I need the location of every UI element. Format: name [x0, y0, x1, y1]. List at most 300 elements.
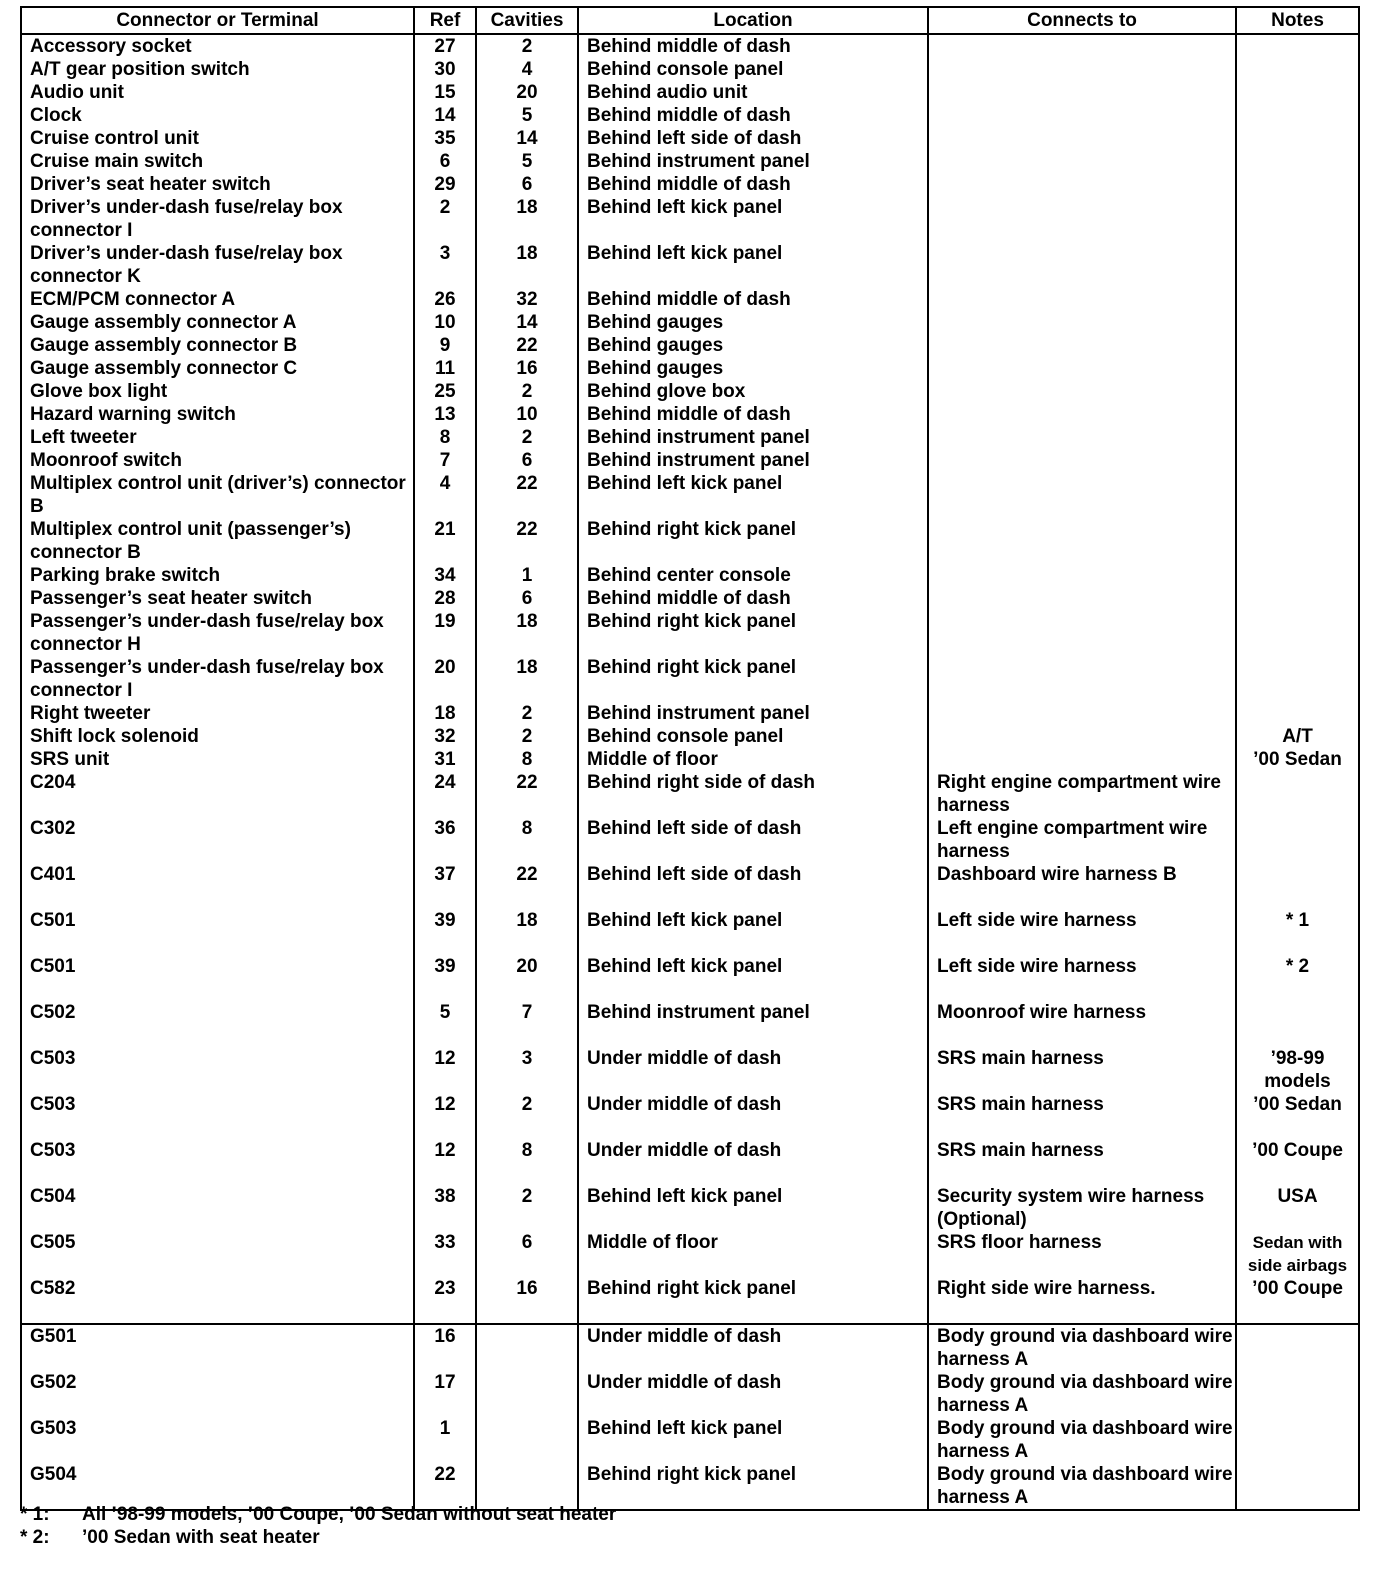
ref-cell: 2	[414, 196, 476, 242]
notes-cell	[1236, 656, 1359, 702]
table-row	[21, 150, 1359, 173]
notes-cell	[1236, 1463, 1359, 1510]
notes-cell	[1236, 817, 1359, 863]
connects-to-cell: Left side wire harness	[928, 909, 1236, 955]
location-cell: Behind instrument panel	[578, 426, 928, 449]
location-cell: Under middle of dash	[578, 1047, 928, 1093]
notes-cell	[1236, 34, 1359, 58]
notes-cell	[1236, 449, 1359, 472]
ref-cell: 30	[414, 58, 476, 81]
ref-cell: 16	[414, 1324, 476, 1371]
cavities-cell: 6	[476, 1231, 578, 1277]
location-cell: Behind instrument panel	[578, 150, 928, 173]
notes-cell	[1236, 1001, 1359, 1047]
connects-to-cell	[928, 564, 1236, 587]
location-cell: Behind right kick panel	[578, 1277, 928, 1324]
location-cell: Behind middle of dash	[578, 104, 928, 127]
connects-to-cell	[928, 610, 1236, 656]
table-row	[21, 449, 1359, 472]
connector-cell: Cruise main switch	[21, 150, 414, 173]
connector-cell: Glove box light	[21, 380, 414, 403]
table-row	[21, 334, 1359, 357]
cavities-cell: 4	[476, 58, 578, 81]
connects-to-cell: SRS floor harness	[928, 1231, 1236, 1277]
cavities-cell: 8	[476, 1139, 578, 1185]
notes-cell: Sedan with side airbags	[1236, 1231, 1359, 1277]
connector-cell: Hazard warning switch	[21, 403, 414, 426]
table-row	[21, 311, 1359, 334]
connector-cell: Left tweeter	[21, 426, 414, 449]
connector-cell: Gauge assembly connector B	[21, 334, 414, 357]
connects-to-cell	[928, 403, 1236, 426]
cavities-cell: 2	[476, 1185, 578, 1231]
cavities-cell: 20	[476, 955, 578, 1001]
cavities-cell: 2	[476, 725, 578, 748]
table-row	[21, 173, 1359, 196]
notes-cell	[1236, 334, 1359, 357]
header-notes: Notes	[1236, 7, 1359, 34]
cavities-cell: 18	[476, 656, 578, 702]
cavities-cell: 22	[476, 518, 578, 564]
connector-cell: Gauge assembly connector A	[21, 311, 414, 334]
connector-cell: Multiplex control unit (passenger’s) connector B	[21, 518, 414, 564]
ref-cell: 33	[414, 1231, 476, 1277]
location-cell: Behind left kick panel	[578, 196, 928, 242]
notes-cell	[1236, 173, 1359, 196]
connects-to-cell: Security system wire harness (Optional)	[928, 1185, 1236, 1231]
ref-cell: 35	[414, 127, 476, 150]
table-row	[21, 81, 1359, 104]
table-row	[21, 472, 1359, 518]
table-row	[21, 1001, 1359, 1047]
location-cell: Behind right kick panel	[578, 1463, 928, 1510]
notes-cell	[1236, 104, 1359, 127]
ref-cell: 26	[414, 288, 476, 311]
location-cell: Behind middle of dash	[578, 288, 928, 311]
table-row	[21, 1185, 1359, 1231]
cavities-cell: 1	[476, 564, 578, 587]
table-row	[21, 518, 1359, 564]
notes-cell	[1236, 380, 1359, 403]
ref-cell: 9	[414, 334, 476, 357]
connector-table-sheet	[20, 6, 1358, 1511]
notes-cell	[1236, 518, 1359, 564]
table-row	[21, 1093, 1359, 1139]
notes-cell	[1236, 426, 1359, 449]
notes-cell	[1236, 472, 1359, 518]
location-cell: Behind instrument panel	[578, 702, 928, 725]
ref-cell: 12	[414, 1047, 476, 1093]
location-cell: Behind middle of dash	[578, 403, 928, 426]
cavities-cell: 32	[476, 288, 578, 311]
notes-cell: A/T	[1236, 725, 1359, 748]
notes-cell	[1236, 127, 1359, 150]
notes-cell	[1236, 288, 1359, 311]
connector-cell: C503	[21, 1139, 414, 1185]
table-row	[21, 1231, 1359, 1277]
connects-to-cell: Body ground via dashboard wire harness A	[928, 1463, 1236, 1510]
ref-cell: 8	[414, 426, 476, 449]
ref-cell: 27	[414, 34, 476, 58]
connects-to-cell	[928, 334, 1236, 357]
cavities-cell: 16	[476, 357, 578, 380]
ref-cell: 11	[414, 357, 476, 380]
cavities-cell: 8	[476, 817, 578, 863]
connector-cell: Parking brake switch	[21, 564, 414, 587]
notes-cell	[1236, 702, 1359, 725]
ref-cell: 32	[414, 725, 476, 748]
table-row	[21, 656, 1359, 702]
cavities-cell: 14	[476, 311, 578, 334]
cavities-cell	[476, 1371, 578, 1417]
connector-cell: Gauge assembly connector C	[21, 357, 414, 380]
connects-to-cell: Dashboard wire harness B	[928, 863, 1236, 909]
connects-to-cell	[928, 242, 1236, 288]
location-cell: Middle of floor	[578, 1231, 928, 1277]
connects-to-cell	[928, 104, 1236, 127]
table-row	[21, 702, 1359, 725]
connector-cell: Moonroof switch	[21, 449, 414, 472]
connects-to-cell	[928, 702, 1236, 725]
ref-cell: 1	[414, 1417, 476, 1463]
table-body	[21, 34, 1359, 1510]
connector-cell: C204	[21, 771, 414, 817]
connects-to-cell	[928, 725, 1236, 748]
connector-cell: C401	[21, 863, 414, 909]
connects-to-cell	[928, 288, 1236, 311]
ref-cell: 31	[414, 748, 476, 771]
cavities-cell: 7	[476, 1001, 578, 1047]
location-cell: Under middle of dash	[578, 1371, 928, 1417]
table-row	[21, 426, 1359, 449]
connects-to-cell	[928, 426, 1236, 449]
notes-cell	[1236, 150, 1359, 173]
location-cell: Under middle of dash	[578, 1324, 928, 1371]
connector-cell: C501	[21, 909, 414, 955]
ref-cell: 18	[414, 702, 476, 725]
location-cell: Behind audio unit	[578, 81, 928, 104]
notes-cell	[1236, 357, 1359, 380]
notes-cell: * 1	[1236, 909, 1359, 955]
location-cell: Behind left kick panel	[578, 1185, 928, 1231]
ref-cell: 14	[414, 104, 476, 127]
connector-cell: Passenger’s seat heater switch	[21, 587, 414, 610]
table-row	[21, 1139, 1359, 1185]
ref-cell: 22	[414, 1463, 476, 1510]
table-row	[21, 909, 1359, 955]
cavities-cell: 6	[476, 587, 578, 610]
table-row	[21, 242, 1359, 288]
table-row	[21, 610, 1359, 656]
table-row	[21, 863, 1359, 909]
table-row	[21, 1047, 1359, 1093]
connects-to-cell	[928, 587, 1236, 610]
cavities-cell: 22	[476, 771, 578, 817]
connects-to-cell	[928, 81, 1236, 104]
notes-cell: USA	[1236, 1185, 1359, 1231]
table-row	[21, 34, 1359, 58]
ref-cell: 23	[414, 1277, 476, 1324]
location-cell: Behind middle of dash	[578, 34, 928, 58]
location-cell: Behind left side of dash	[578, 817, 928, 863]
cavities-cell: 18	[476, 242, 578, 288]
connector-cell: A/T gear position switch	[21, 58, 414, 81]
cavities-cell: 10	[476, 403, 578, 426]
connector-cell: Right tweeter	[21, 702, 414, 725]
footnote-text: ’00 Sedan with seat heater	[82, 1527, 320, 1548]
location-cell: Behind left side of dash	[578, 863, 928, 909]
notes-cell: ’00 Sedan	[1236, 748, 1359, 771]
location-cell: Behind console panel	[578, 58, 928, 81]
table-row	[21, 817, 1359, 863]
cavities-cell: 18	[476, 909, 578, 955]
connector-cell: Multiplex control unit (driver’s) connector B	[21, 472, 414, 518]
location-cell: Behind instrument panel	[578, 1001, 928, 1047]
location-cell: Behind left kick panel	[578, 909, 928, 955]
location-cell: Behind middle of dash	[578, 587, 928, 610]
table-row	[21, 104, 1359, 127]
notes-cell	[1236, 242, 1359, 288]
location-cell: Behind right side of dash	[578, 771, 928, 817]
cavities-cell	[476, 1417, 578, 1463]
ref-cell: 6	[414, 150, 476, 173]
header-cavities: Cavities	[476, 7, 578, 34]
cavities-cell: 18	[476, 196, 578, 242]
connects-to-cell: Left engine compartment wire harness	[928, 817, 1236, 863]
cavities-cell: 8	[476, 748, 578, 771]
notes-cell	[1236, 564, 1359, 587]
cavities-cell: 6	[476, 173, 578, 196]
ref-cell: 21	[414, 518, 476, 564]
cavities-cell: 2	[476, 426, 578, 449]
connects-to-cell: SRS main harness	[928, 1139, 1236, 1185]
notes-cell: * 2	[1236, 955, 1359, 1001]
connector-cell: Driver’s seat heater switch	[21, 173, 414, 196]
table-row	[21, 1371, 1359, 1417]
ref-cell: 5	[414, 1001, 476, 1047]
table-row	[21, 1324, 1359, 1371]
header-connector: Connector or Terminal	[21, 7, 414, 34]
notes-cell	[1236, 196, 1359, 242]
connects-to-cell	[928, 58, 1236, 81]
notes-cell	[1236, 863, 1359, 909]
notes-cell	[1236, 403, 1359, 426]
cavities-cell: 22	[476, 334, 578, 357]
table-row	[21, 587, 1359, 610]
connects-to-cell: Moonroof wire harness	[928, 1001, 1236, 1047]
connector-cell: SRS unit	[21, 748, 414, 771]
notes-cell	[1236, 311, 1359, 334]
footnote-1	[20, 1503, 616, 1526]
table-row	[21, 58, 1359, 81]
connects-to-cell	[928, 449, 1236, 472]
location-cell: Under middle of dash	[578, 1093, 928, 1139]
table-row	[21, 564, 1359, 587]
location-cell: Behind left kick panel	[578, 472, 928, 518]
notes-cell: ’00 Coupe	[1236, 1277, 1359, 1324]
table-row	[21, 357, 1359, 380]
table-row	[21, 748, 1359, 771]
location-cell: Behind left kick panel	[578, 1417, 928, 1463]
ref-cell: 12	[414, 1139, 476, 1185]
connects-to-cell: Body ground via dashboard wire harness A	[928, 1324, 1236, 1371]
connector-cell: C505	[21, 1231, 414, 1277]
location-cell: Behind instrument panel	[578, 449, 928, 472]
connector-cell: Driver’s under-dash fuse/relay box connector K	[21, 242, 414, 288]
connects-to-cell	[928, 656, 1236, 702]
ref-cell: 10	[414, 311, 476, 334]
connects-to-cell	[928, 472, 1236, 518]
location-cell: Behind middle of dash	[578, 173, 928, 196]
notes-cell: ’00 Sedan	[1236, 1093, 1359, 1139]
cavities-cell: 3	[476, 1047, 578, 1093]
footnote-key: * 1:	[20, 1504, 50, 1525]
table-row	[21, 955, 1359, 1001]
table-header-row	[21, 7, 1359, 34]
connector-cell: G504	[21, 1463, 414, 1510]
ref-cell: 29	[414, 173, 476, 196]
table-row	[21, 288, 1359, 311]
table-row	[21, 403, 1359, 426]
ref-cell: 24	[414, 771, 476, 817]
cavities-cell: 2	[476, 34, 578, 58]
cavities-cell: 2	[476, 702, 578, 725]
ref-cell: 3	[414, 242, 476, 288]
connector-cell: Shift lock solenoid	[21, 725, 414, 748]
connects-to-cell: Right side wire harness.	[928, 1277, 1236, 1324]
ref-cell: 36	[414, 817, 476, 863]
connects-to-cell	[928, 357, 1236, 380]
notes-cell	[1236, 610, 1359, 656]
footnote-2	[20, 1526, 616, 1549]
location-cell: Behind gauges	[578, 311, 928, 334]
location-cell: Behind right kick panel	[578, 656, 928, 702]
connector-table	[20, 6, 1360, 1511]
location-cell: Behind gauges	[578, 357, 928, 380]
connector-cell: Passenger’s under-dash fuse/relay box connector I	[21, 656, 414, 702]
connects-to-cell	[928, 518, 1236, 564]
connects-to-cell	[928, 173, 1236, 196]
table-row	[21, 1277, 1359, 1324]
ref-cell: 4	[414, 472, 476, 518]
connector-cell: G501	[21, 1324, 414, 1371]
cavities-cell: 20	[476, 81, 578, 104]
connector-cell: ECM/PCM connector A	[21, 288, 414, 311]
location-cell: Behind right kick panel	[578, 610, 928, 656]
ref-cell: 20	[414, 656, 476, 702]
cavities-cell: 16	[476, 1277, 578, 1324]
connects-to-cell: Right engine compartment wire harness	[928, 771, 1236, 817]
header-ref: Ref	[414, 7, 476, 34]
notes-cell	[1236, 81, 1359, 104]
notes-cell: ’00 Coupe	[1236, 1139, 1359, 1185]
location-cell: Behind left kick panel	[578, 955, 928, 1001]
ref-cell: 13	[414, 403, 476, 426]
ref-cell: 15	[414, 81, 476, 104]
ref-cell: 25	[414, 380, 476, 403]
connects-to-cell	[928, 127, 1236, 150]
connector-cell: Audio unit	[21, 81, 414, 104]
cavities-cell: 2	[476, 1093, 578, 1139]
cavities-cell: 5	[476, 150, 578, 173]
ref-cell: 37	[414, 863, 476, 909]
footnote-key: * 2:	[20, 1527, 50, 1548]
location-cell: Middle of floor	[578, 748, 928, 771]
notes-cell	[1236, 58, 1359, 81]
connector-cell: C501	[21, 955, 414, 1001]
connector-cell: Clock	[21, 104, 414, 127]
notes-cell	[1236, 1324, 1359, 1371]
connects-to-cell: Body ground via dashboard wire harness A	[928, 1417, 1236, 1463]
connector-cell: C302	[21, 817, 414, 863]
header-location: Location	[578, 7, 928, 34]
connector-cell: C502	[21, 1001, 414, 1047]
connects-to-cell: SRS main harness	[928, 1047, 1236, 1093]
cavities-cell	[476, 1324, 578, 1371]
location-cell: Behind right kick panel	[578, 518, 928, 564]
ref-cell: 38	[414, 1185, 476, 1231]
connector-cell: Passenger’s under-dash fuse/relay box connector H	[21, 610, 414, 656]
connector-cell: Driver’s under-dash fuse/relay box connector I	[21, 196, 414, 242]
cavities-cell: 5	[476, 104, 578, 127]
connector-cell: Accessory socket	[21, 34, 414, 58]
location-cell: Behind console panel	[578, 725, 928, 748]
cavities-cell: 18	[476, 610, 578, 656]
connector-cell: C504	[21, 1185, 414, 1231]
table-row	[21, 725, 1359, 748]
location-cell: Behind left side of dash	[578, 127, 928, 150]
ref-cell: 12	[414, 1093, 476, 1139]
ref-cell: 34	[414, 564, 476, 587]
location-cell: Behind left kick panel	[578, 242, 928, 288]
cavities-cell: 14	[476, 127, 578, 150]
location-cell: Under middle of dash	[578, 1139, 928, 1185]
connects-to-cell	[928, 748, 1236, 771]
table-row	[21, 196, 1359, 242]
connects-to-cell: SRS main harness	[928, 1093, 1236, 1139]
connects-to-cell	[928, 34, 1236, 58]
header-connects-to: Connects to	[928, 7, 1236, 34]
connects-to-cell	[928, 150, 1236, 173]
connector-cell: C582	[21, 1277, 414, 1324]
location-cell: Behind gauges	[578, 334, 928, 357]
connector-cell: G503	[21, 1417, 414, 1463]
cavities-cell: 22	[476, 472, 578, 518]
table-row	[21, 127, 1359, 150]
connector-cell: C503	[21, 1093, 414, 1139]
footnotes	[20, 1503, 616, 1549]
connects-to-cell	[928, 380, 1236, 403]
ref-cell: 19	[414, 610, 476, 656]
connects-to-cell: Body ground via dashboard wire harness A	[928, 1371, 1236, 1417]
connects-to-cell	[928, 311, 1236, 334]
ref-cell: 7	[414, 449, 476, 472]
notes-cell	[1236, 771, 1359, 817]
notes-cell	[1236, 1417, 1359, 1463]
cavities-cell: 2	[476, 380, 578, 403]
table-row	[21, 380, 1359, 403]
footnote-text: All ’98-99 models, ’00 Coupe, ’00 Sedan without seat heater	[82, 1504, 617, 1525]
cavities-cell: 22	[476, 863, 578, 909]
connector-cell: Cruise control unit	[21, 127, 414, 150]
connects-to-cell: Left side wire harness	[928, 955, 1236, 1001]
location-cell: Behind glove box	[578, 380, 928, 403]
connector-cell: G502	[21, 1371, 414, 1417]
table-row	[21, 1417, 1359, 1463]
ref-cell: 39	[414, 909, 476, 955]
notes-cell	[1236, 587, 1359, 610]
ref-cell: 28	[414, 587, 476, 610]
